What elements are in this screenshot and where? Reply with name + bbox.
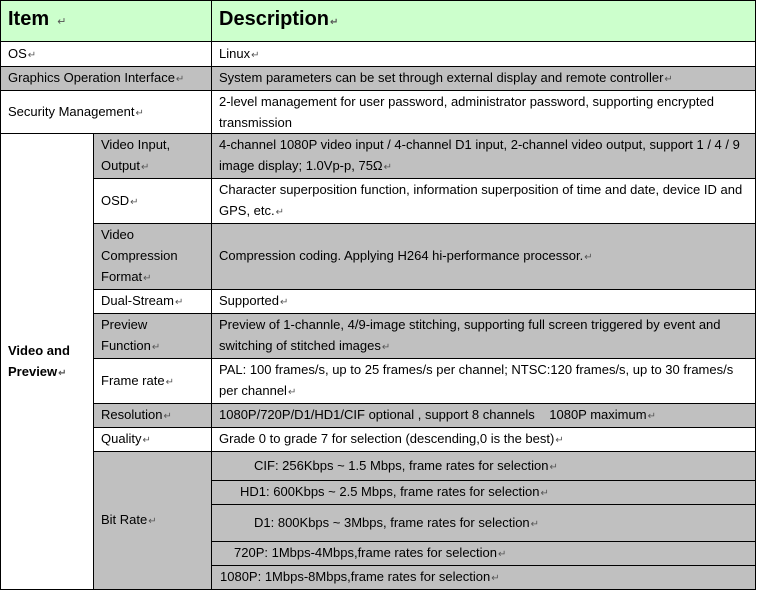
row-label: Dual-Stream xyxy=(101,293,174,308)
paragraph-mark-icon: ↵ xyxy=(57,16,67,28)
value-cell xyxy=(212,481,756,505)
paragraph-mark-icon: ↵ xyxy=(530,518,540,530)
label-cell xyxy=(94,404,212,428)
header-row xyxy=(1,1,756,42)
row-value: Grade 0 to grade 7 for selection (descending,0 is the best) xyxy=(219,431,555,446)
row-label: Bit Rate xyxy=(101,512,148,527)
paragraph-mark-icon: ↵ xyxy=(165,376,174,388)
table-row xyxy=(1,428,756,452)
label-cell xyxy=(94,452,212,590)
paragraph-mark-icon: ↵ xyxy=(141,162,150,173)
value-cell xyxy=(212,314,756,359)
label-cell xyxy=(94,179,212,224)
row-label: Video Compression Format xyxy=(101,227,178,284)
table-row xyxy=(1,290,756,314)
value-cell xyxy=(212,505,756,542)
header-item-cell xyxy=(1,1,212,42)
value-cell xyxy=(212,179,756,224)
row-label: Frame rate xyxy=(101,372,165,388)
bitrate-item: D1: 800Kbps ~ 3Mbps, frame rates for selection xyxy=(254,514,530,530)
row-value: System parameters can be set through external display and remote controller xyxy=(219,70,664,85)
value-cell xyxy=(212,91,756,134)
table-row xyxy=(1,134,756,179)
row-value: 4-channel 1080P video input / 4-channel D1 input, 2-channel video output, support 1 / 4 / 9 image display; 1.0Vp-p, 75Ω xyxy=(219,137,740,173)
label-cell xyxy=(1,42,212,67)
header-item: Item xyxy=(8,8,50,30)
paragraph-mark-icon: ↵ xyxy=(330,17,339,28)
bitrate-item: HD1: 600Kbps ~ 2.5 Mbps, frame rates for selection xyxy=(240,484,540,499)
row-value: Supported xyxy=(219,293,279,308)
paragraph-mark-icon: ↵ xyxy=(280,297,289,308)
row-value: PAL: 100 frames/s, up to 25 frames/s per channel; NTSC:120 frames/s, up to 30 frames/s per channel xyxy=(219,362,734,398)
row-label: Quality xyxy=(101,431,142,446)
paragraph-mark-icon: ↵ xyxy=(175,74,185,85)
paragraph-mark-icon: ↵ xyxy=(540,488,549,499)
paragraph-mark-icon: ↵ xyxy=(135,107,144,119)
label-cell xyxy=(94,359,212,404)
row-value: 1080P/720P/D1/HD1/CIF optional , support 8 channels 1080P maximum xyxy=(219,407,647,422)
table-row xyxy=(1,404,756,428)
value-cell xyxy=(212,452,756,481)
value-cell xyxy=(212,428,756,452)
paragraph-mark-icon: ↵ xyxy=(287,387,297,398)
row-label: Resolution xyxy=(101,407,163,422)
row-value: Linux xyxy=(219,45,251,61)
row-label: OS xyxy=(8,45,27,61)
paragraph-mark-icon: ↵ xyxy=(58,367,67,379)
paragraph-mark-icon: ↵ xyxy=(275,207,285,218)
row-label: Security Management xyxy=(8,103,135,119)
value-cell xyxy=(212,67,756,91)
label-cell xyxy=(94,314,212,359)
paragraph-mark-icon: ↵ xyxy=(151,342,161,353)
table-row xyxy=(1,42,756,67)
header-description: Description xyxy=(219,8,330,30)
value-cell xyxy=(212,542,756,566)
label-cell xyxy=(94,428,212,452)
value-cell xyxy=(212,404,756,428)
row-label: Preview Function xyxy=(101,317,151,353)
paragraph-mark-icon: ↵ xyxy=(549,461,558,473)
value-cell xyxy=(212,42,756,67)
paragraph-mark-icon: ↵ xyxy=(251,49,260,61)
label-cell xyxy=(1,67,212,91)
table-row xyxy=(1,314,756,359)
header-description-cell xyxy=(212,1,756,42)
label-cell xyxy=(94,134,212,179)
value-cell xyxy=(212,224,756,290)
paragraph-mark-icon: ↵ xyxy=(148,516,157,527)
paragraph-mark-icon: ↵ xyxy=(27,49,37,61)
paragraph-mark-icon: ↵ xyxy=(142,435,151,446)
paragraph-mark-icon: ↵ xyxy=(647,411,656,422)
row-label: OSD xyxy=(101,192,130,208)
paragraph-mark-icon: ↵ xyxy=(555,435,564,446)
paragraph-mark-icon: ↵ xyxy=(174,297,184,308)
row-label: Graphics Operation Interface xyxy=(8,70,175,85)
group-label-cell xyxy=(1,134,94,590)
value-cell xyxy=(212,359,756,404)
table-row xyxy=(1,452,756,481)
value-cell xyxy=(212,566,756,590)
value-cell xyxy=(212,134,756,179)
row-value: Preview of 1-channle, 4/9-image stitching, supporting full screen triggered by event and switching of stitched images xyxy=(219,317,721,353)
paragraph-mark-icon: ↵ xyxy=(381,342,391,353)
paragraph-mark-icon: ↵ xyxy=(130,196,139,208)
table-row xyxy=(1,359,756,404)
paragraph-mark-icon: ↵ xyxy=(163,411,172,422)
row-value: Character superposition function, information superposition of time and date, device ID and GPS, etc. xyxy=(219,182,743,218)
table-row xyxy=(1,67,756,91)
label-cell xyxy=(94,290,212,314)
table-row xyxy=(1,91,756,134)
paragraph-mark-icon: ↵ xyxy=(143,273,152,284)
value-cell xyxy=(212,290,756,314)
paragraph-mark-icon: ↵ xyxy=(584,252,593,263)
paragraph-mark-icon: ↵ xyxy=(383,162,393,173)
bitrate-item: 720P: 1Mbps-4Mbps,frame rates for selection xyxy=(234,545,498,560)
paragraph-mark-icon: ↵ xyxy=(664,74,673,85)
row-value: 2-level management for user password, administrator password, supporting encrypted transmission xyxy=(219,94,714,130)
table-row xyxy=(1,224,756,290)
table-row xyxy=(1,179,756,224)
bitrate-item: 1080P: 1Mbps-8Mbps,frame rates for selection xyxy=(220,569,491,584)
row-value: Compression coding. Applying H264 hi-performance processor. xyxy=(219,248,584,263)
row-label: Video Input, Output xyxy=(101,137,171,173)
bitrate-item: CIF: 256Kbps ~ 1.5 Mbps, frame rates for selection xyxy=(254,457,549,473)
label-cell xyxy=(94,224,212,290)
label-cell xyxy=(1,91,212,134)
group-label: Video and Preview xyxy=(8,342,70,379)
paragraph-mark-icon: ↵ xyxy=(498,549,507,560)
paragraph-mark-icon: ↵ xyxy=(491,573,500,584)
